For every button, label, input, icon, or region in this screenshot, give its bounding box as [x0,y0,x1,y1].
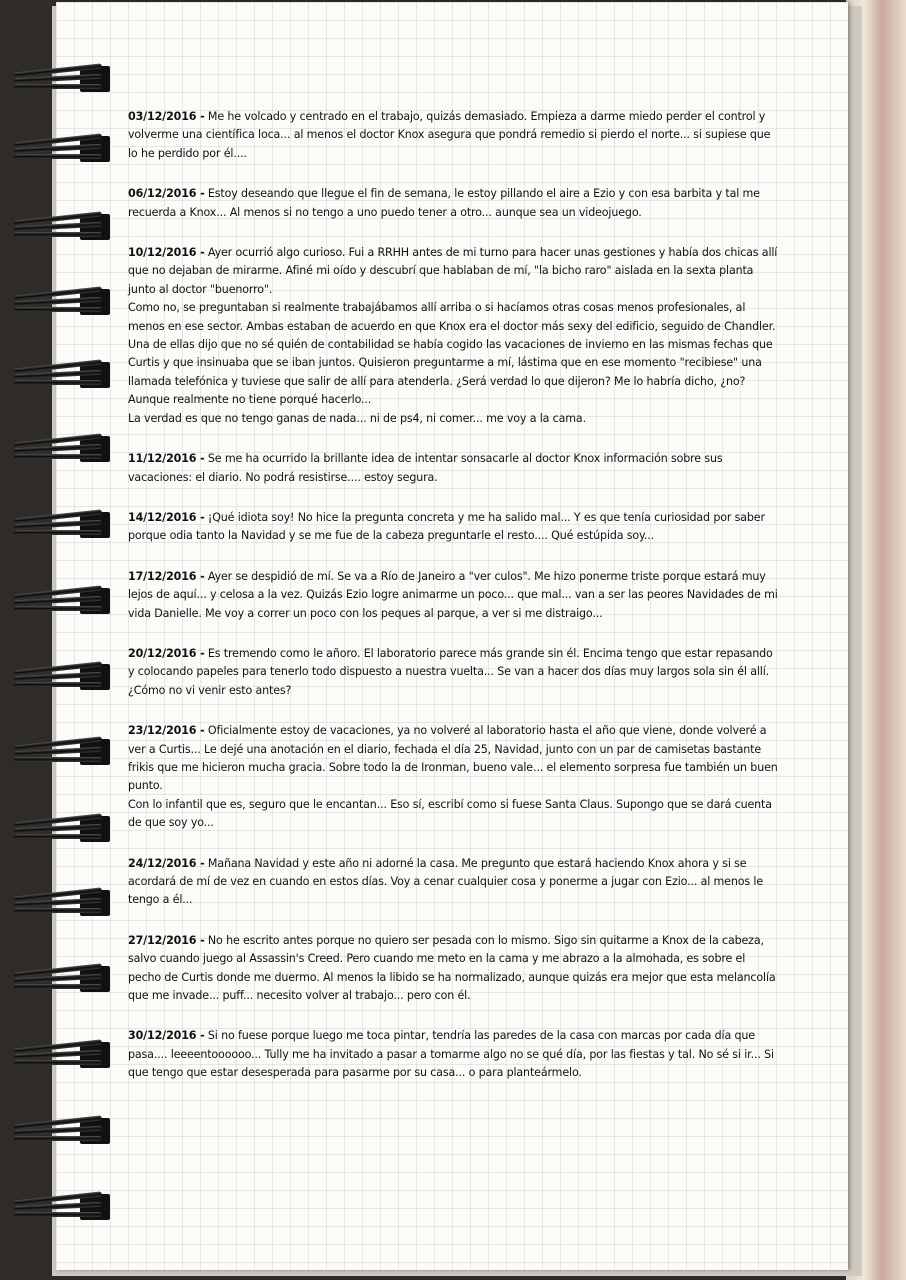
entry-text: La verdad es que no tengo ganas de nada... ni de ps4, ni comer... me voy a la cama. [128,411,586,425]
entry-text: Es tremendo como le añoro. El laboratorio parece más grande sin él. Encima tengo que estar repasando y colocando papeles para tenerlo todo dispuesto a nuestra vuelta... Se van a hacer dos días muy largos sola sin él allí. ¿Cómo no vi venir esto antes? [128,646,773,697]
spiral-ring [14,962,102,996]
entry-paragraph [128,185,778,222]
spiral-ring [14,358,102,392]
spiral-ring [14,584,102,618]
diary-entry [128,568,778,623]
entry-text: Se me ha ocurrido la brillante idea de intentar sonsacarle al doctor Knox información sobre sus vacaciones: el diario. No podrá resistirse.... estoy segura. [128,452,723,484]
entry-text: Mañana Navidad y este año ni adorné la casa. Me pregunto que estará haciendo Knox ahora y si se acordará de mí de vez en cuando en estos días. Voy a cenar cualquier cosa y ponerme a jugar con Ezio... al menos le tengo a él... [128,856,763,907]
entry-text: Como no, se preguntaban si realmente trabajábamos allí arriba o si hacíamos otras cosas menos profesionales, al menos en ese sector. Ambas estaban de acuerdo en que Knox era el doctor más sexy del edificio, seguido de Chandler. [128,301,776,333]
entry-paragraph [128,509,778,546]
diary-entry [128,855,778,910]
diary-entry [128,509,778,546]
entry-text: Si no fuese porque luego me toca pintar, tendría las paredes de la casa con marcas por cada día que pasa.... leeeentoooooo... Tully me ha invitado a pasar a tomarme algo no se qué día, por las fiestas y tal. No sé si ir... Si que tengo que estar desesperada para pasarme por su casa... o para planteármelo. [128,1029,774,1080]
entry-text: ¡Qué idiota soy! No hice la pregunta concreta y me ha salido mal... Y es que tenía curiosidad por saber porque odia tanto la Navidad y se me fue de la cabeza preguntarle el resto.... Qué estúpida soy... [128,510,765,543]
spiral-ring [14,62,102,96]
entry-date: 17/12/2016 - [128,569,205,583]
spiral-ring [14,285,102,319]
entry-text: Estoy deseando que llegue el fin de semana, le estoy pillando el aire a Ezio y con esa barbita y tal me recuerda a Knox... Al menos si no tengo a uno puedo tener a otro... aunque sea un videojuego. [128,187,760,219]
entry-paragraph [128,855,778,910]
spiral-ring [14,210,102,244]
diary-entry [128,185,778,222]
entry-date: 03/12/2016 - [128,110,205,123]
diary-entry [128,108,778,163]
entry-paragraph [128,722,778,796]
entry-paragraph [128,645,778,700]
spiral-ring [14,660,102,694]
diary-entry [128,645,778,700]
entry-date: 27/12/2016 - [128,933,205,947]
entry-text: Ayer ocurrió algo curioso. Fui a RRHH antes de mi turno para hacer unas gestiones y había dos chicas allí que no dejaban de mirarme. Afiné mi oído y descubrí que hablaban de mí, "la bicho raro" aislada en la sexta planta junto al doctor "buenorro". [128,246,778,296]
entry-text: Me he volcado y centrado en el trabajo, quizás demasiado. Empieza a darme miedo perder el control y volverme una científica loca... al menos el doctor Knox asegura que pondrá remedio si pierdo el norte... si supiese que lo he perdido por él.... [128,110,771,160]
spiral-ring [14,735,102,769]
entry-date: 10/12/2016 - [128,246,205,260]
spiral-ring [14,886,102,920]
entry-date: 30/12/2016 - [128,1029,205,1043]
entry-text: Con lo infantil que es, seguro que le encantan... Eso sí, escribí como si fuese Santa Claus. Supongo que se dará cuenta de que soy yo... [128,797,772,830]
entry-paragraph [128,932,778,1006]
spiral-ring [14,812,102,846]
entry-paragraph [128,410,778,428]
entry-date: 11/12/2016 - [128,452,205,466]
entry-paragraph [128,299,778,336]
diary-entry [128,722,778,832]
entry-text: Una de ellas dijo que no sé quién de contabilidad se había cogido las vacaciones de invierno en las mismas fechas que Curtis y que insinuaba que se iban juntos. Quisieron preguntarme a mí, lástima que en ese momento "recibiese" una llamada telefónica y tuviese que salir de allí para atenderla. ¿Será verdad lo que dijeron? Me lo habría dicho, ¿no? Aunque realmente no tiene porqué hacerlo... [128,338,773,407]
entry-paragraph [128,244,778,299]
spiral-ring [14,1038,102,1072]
entry-text: No he escrito antes porque no quiero ser pesada con lo mismo. Sigo sin quitarme a Knox de la cabeza, salvo cuando juego al Assassin's Creed. Pero cuando me meto en la cama y me abrazo a la almohada, es sobre el pecho de Curtis donde me duermo. Al menos la libido se ha normalizado, aunque quizás era mejor que esta melancolía que me invade... puff... necesito volver al trabajo... pero con él. [128,933,776,1003]
spiral-ring [14,432,102,466]
entry-date: 14/12/2016 - [128,510,205,524]
entry-paragraph [128,568,778,623]
spiral-ring [14,132,102,166]
entry-paragraph [128,1027,778,1082]
entry-date: 06/12/2016 - [128,187,205,201]
spiral-ring [14,1114,102,1148]
entry-paragraph [128,336,778,410]
spiral-ring [14,1190,102,1224]
diary-entry [128,932,778,1006]
entry-date: 24/12/2016 - [128,856,205,870]
entry-paragraph [128,108,778,163]
entry-text: Oficialmente estoy de vacaciones, ya no volveré al laboratorio hasta el año que viene, donde volveré a ver a Curtis... Le dejé una anotación en el diario, fechada el día 25, Navidad, junto con un par de camisetas bastante frikis que me hicieron mucha gracia. Sobre todo la de Ironman, bueno vale... el elemento sorpresa fue también un buen punto. [128,724,778,793]
entry-date: 23/12/2016 - [128,724,205,738]
spiral-ring [14,508,102,542]
entry-paragraph [128,796,778,833]
diary-entry [128,244,778,428]
diary-content [128,108,778,1105]
entry-paragraph [128,450,778,487]
entry-date: 20/12/2016 - [128,646,205,660]
diary-entry [128,450,778,487]
diary-entry [128,1027,778,1082]
spiral-binding [0,0,110,1280]
entry-text: Ayer se despidió de mí. Se va a Río de Janeiro a "ver culos". Me hizo ponerme triste porque estará muy lejos de aquí... y celosa a la vez. Quizás Ezio logre animarme un poco... que mal... van a ser las peores Navidades de mi vida Danielle. Me voy a correr un poco con los peques al parque, a ver si me distraigo... [128,569,778,620]
